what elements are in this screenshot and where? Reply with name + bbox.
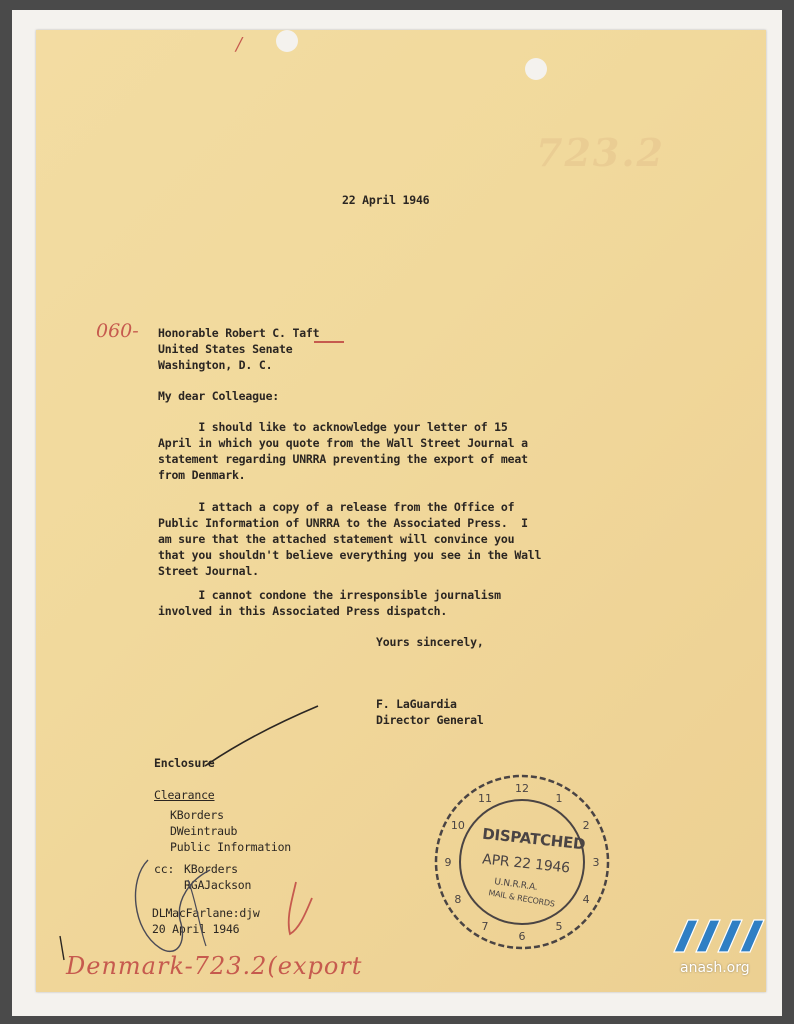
stamp-dial-number: 4 (582, 893, 590, 906)
clearance-name: KBorders (170, 808, 224, 822)
anash-logo (668, 908, 768, 986)
body-line: that you shouldn't believe everything you see in the Wall (158, 548, 542, 562)
body-line: am sure that the attached statement will convince you (158, 532, 515, 546)
stamp-dial-number: 3 (592, 856, 600, 869)
initials-scribble (136, 860, 211, 951)
closing: Yours sincerely, (376, 635, 484, 649)
stamp-dial-number: 1 (555, 791, 563, 805)
enclosure-label: Enclosure (154, 756, 215, 770)
body-line: I attach a copy of a release from the Office of (158, 500, 515, 514)
body-line: I should like to acknowledge your letter of 15 (158, 420, 508, 434)
addressee-line: United States Senate (158, 342, 293, 356)
signer-title: Director General (376, 713, 484, 727)
anash-logo-text: anash.org (680, 960, 750, 976)
clearance-name: DWeintraub (170, 824, 238, 838)
stamp-word: DISPATCHED (481, 824, 587, 854)
body-line: involved in this Associated Press dispatch. (158, 604, 448, 618)
stamp-dial-number: 6 (518, 930, 526, 943)
salutation: My dear Colleague: (158, 389, 280, 403)
stamp-org: U.N.R.R.A. (493, 877, 539, 893)
addressee-line: Washington, D. C. (158, 358, 273, 372)
handwritten-file-reference: Denmark-723.2(export (66, 952, 363, 980)
stamp-date: APR 22 1946 (481, 851, 571, 877)
cc-label: cc: (154, 862, 175, 876)
clearance-name: Public Information (170, 840, 292, 854)
addressee-line: Honorable Robert C. Taft (158, 326, 320, 340)
body-line: I cannot condone the irresponsible journalism (158, 588, 501, 602)
signature-stroke (205, 706, 318, 766)
stamp-department: MAIL & RECORDS (487, 888, 556, 909)
clearance-label: Clearance (154, 788, 215, 802)
letter-date: 22 April 1946 (342, 193, 430, 207)
cc-name: RGAJackson (184, 878, 252, 892)
stamp-dial-number: 9 (444, 856, 452, 869)
stamp-dial-number: 12 (515, 782, 529, 795)
stamp-dial-number: 8 (454, 893, 462, 906)
signer-name: F. LaGuardia (376, 697, 457, 711)
body-line: from Denmark. (158, 468, 246, 482)
bleed-through-text: 723.2 (536, 130, 665, 175)
stamp-dial-number: 10 (450, 819, 465, 832)
draft-date: 20 April 1946 (152, 922, 240, 936)
cc-name: KBorders (184, 862, 238, 876)
body-line: statement regarding UNRRA preventing the export of meat (158, 452, 528, 466)
stamp-dial-number: 7 (481, 920, 489, 934)
margin-pencil-mark: / (236, 34, 243, 55)
anash-logo-icon (668, 908, 768, 960)
red-pencil-check (289, 882, 312, 934)
typist-initials: DLMacFarlane:djw (152, 906, 260, 920)
body-line: Public Information of UNRRA to the Associated Press. I (158, 516, 528, 530)
dispatched-stamp (432, 772, 612, 952)
initials-scribble (188, 880, 206, 946)
margin-tick (60, 936, 64, 960)
stamp-dial-number: 5 (555, 920, 563, 934)
stamp-dial-number: 11 (478, 791, 492, 805)
stamp-dial-number: 2 (582, 819, 590, 832)
body-line: April in which you quote from the Wall Street Journal a (158, 436, 528, 450)
body-line: Street Journal. (158, 564, 259, 578)
file-number: 060- (96, 320, 139, 342)
